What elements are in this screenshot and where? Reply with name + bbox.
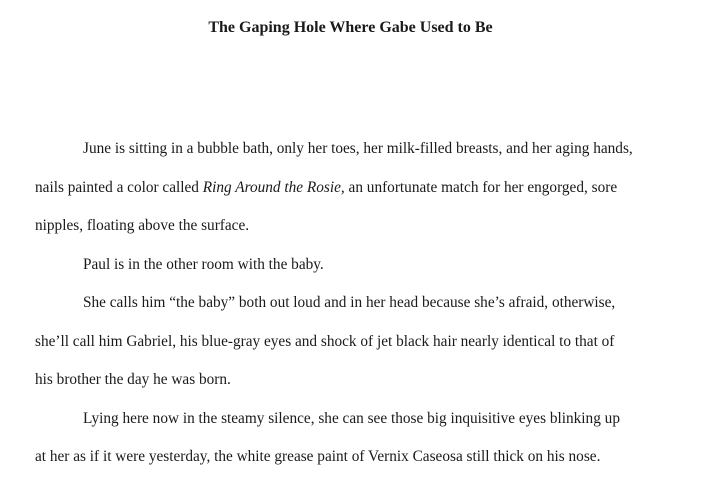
- paragraph-2: [35, 246, 675, 285]
- paragraph-line: she’ll call him Gabriel, his blue-gray eyes and shock of jet black hair nearly identical to that of: [35, 332, 615, 350]
- paragraph-line: Lying here now in the steamy silence, she can see those big inquisitive eyes blinking up: [83, 409, 620, 427]
- paragraph-line: She calls him “the baby” both out loud and in her head because she’s afraid, otherwise,: [83, 294, 616, 311]
- document-body: [35, 130, 675, 477]
- paragraph-line: [35, 169, 675, 208]
- paragraph-1: [35, 130, 675, 246]
- paragraph-line: his brother the day he was born.: [35, 371, 231, 388]
- paragraph-line-text: nails painted a color called: [35, 178, 203, 196]
- italic-phrase: Ring Around the Rosie,: [202, 178, 345, 196]
- paragraph-3: [35, 284, 675, 400]
- paragraph-line: Paul is in the other room with the baby.: [83, 255, 324, 273]
- paragraph-line: nipples, floating above the surface.: [35, 217, 250, 234]
- paragraph-line-text: an unfortunate match for her engorged, sore: [344, 178, 618, 196]
- paragraph-line: June is sitting in a bubble bath, only her toes, her milk-filled breasts, and her aging hands,: [83, 140, 633, 157]
- paragraph-line: at her as if it were yesterday, the white grease paint of Vernix Caseosa still thick on his nose.: [35, 448, 601, 465]
- document-title: The Gaping Hole Where Gabe Used to Be: [208, 19, 493, 36]
